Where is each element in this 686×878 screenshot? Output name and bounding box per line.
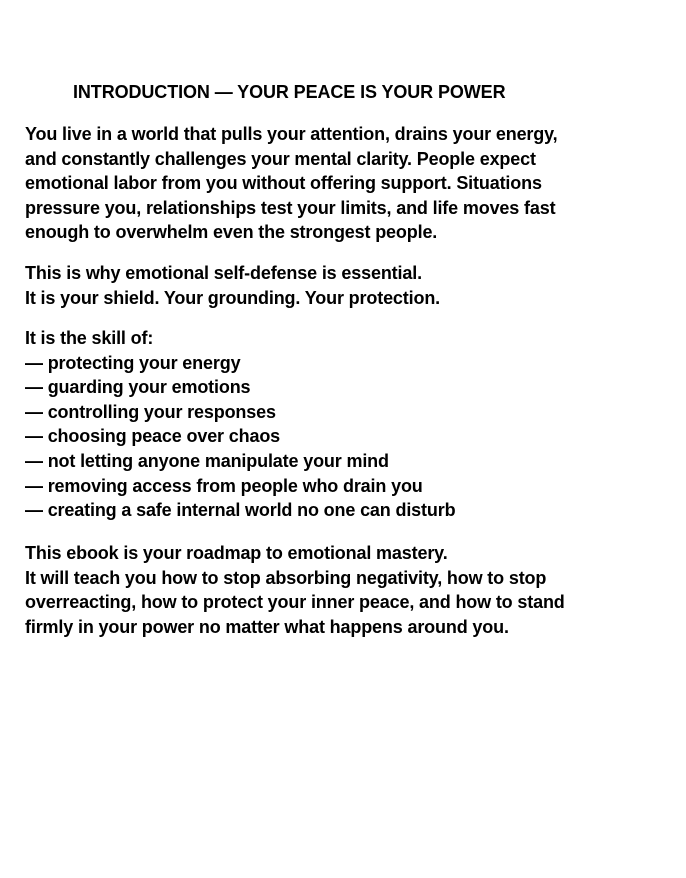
text-line: It will teach you how to stop absorbing negativity, how to stop xyxy=(25,567,547,588)
list-item: — not letting anyone manipulate your mind xyxy=(25,450,389,471)
chapter-title: INTRODUCTION — YOUR PEACE IS YOUR POWER xyxy=(73,82,506,102)
text-line: This is why emotional self-defense is essential. xyxy=(25,263,422,283)
list-item: — protecting your energy xyxy=(25,352,241,373)
list-item: — creating a safe internal world no one can disturb xyxy=(25,500,456,521)
text-line: It is your shield. Your grounding. Your protection. xyxy=(25,287,441,308)
text-line: and constantly challenges your mental clarity. People expect xyxy=(25,148,536,169)
list-item: — controlling your responses xyxy=(25,401,276,422)
text-line: pressure you, relationships test your limits, and life moves fast xyxy=(25,197,556,218)
text-line: You live in a world that pulls your attention, drains your energy, xyxy=(25,124,558,144)
self-defense-paragraph xyxy=(25,261,665,310)
text-line: emotional labor from you without offering support. Situations xyxy=(25,173,542,194)
text-line: enough to overwhelm even the strongest people. xyxy=(25,222,438,243)
skills-list xyxy=(25,326,665,523)
text-line: This ebook is your roadmap to emotional mastery. xyxy=(25,543,448,563)
roadmap-paragraph xyxy=(25,541,665,639)
list-item: — guarding your emotions xyxy=(25,377,251,398)
text-line: firmly in your power no matter what happens around you. xyxy=(25,616,509,637)
skills-intro: It is the skill of: xyxy=(25,328,154,348)
list-item: — removing access from people who drain you xyxy=(25,475,423,496)
text-line: overreacting, how to protect your inner peace, and how to stand xyxy=(25,592,565,613)
intro-paragraph xyxy=(25,122,665,245)
list-item: — choosing peace over chaos xyxy=(25,426,281,447)
